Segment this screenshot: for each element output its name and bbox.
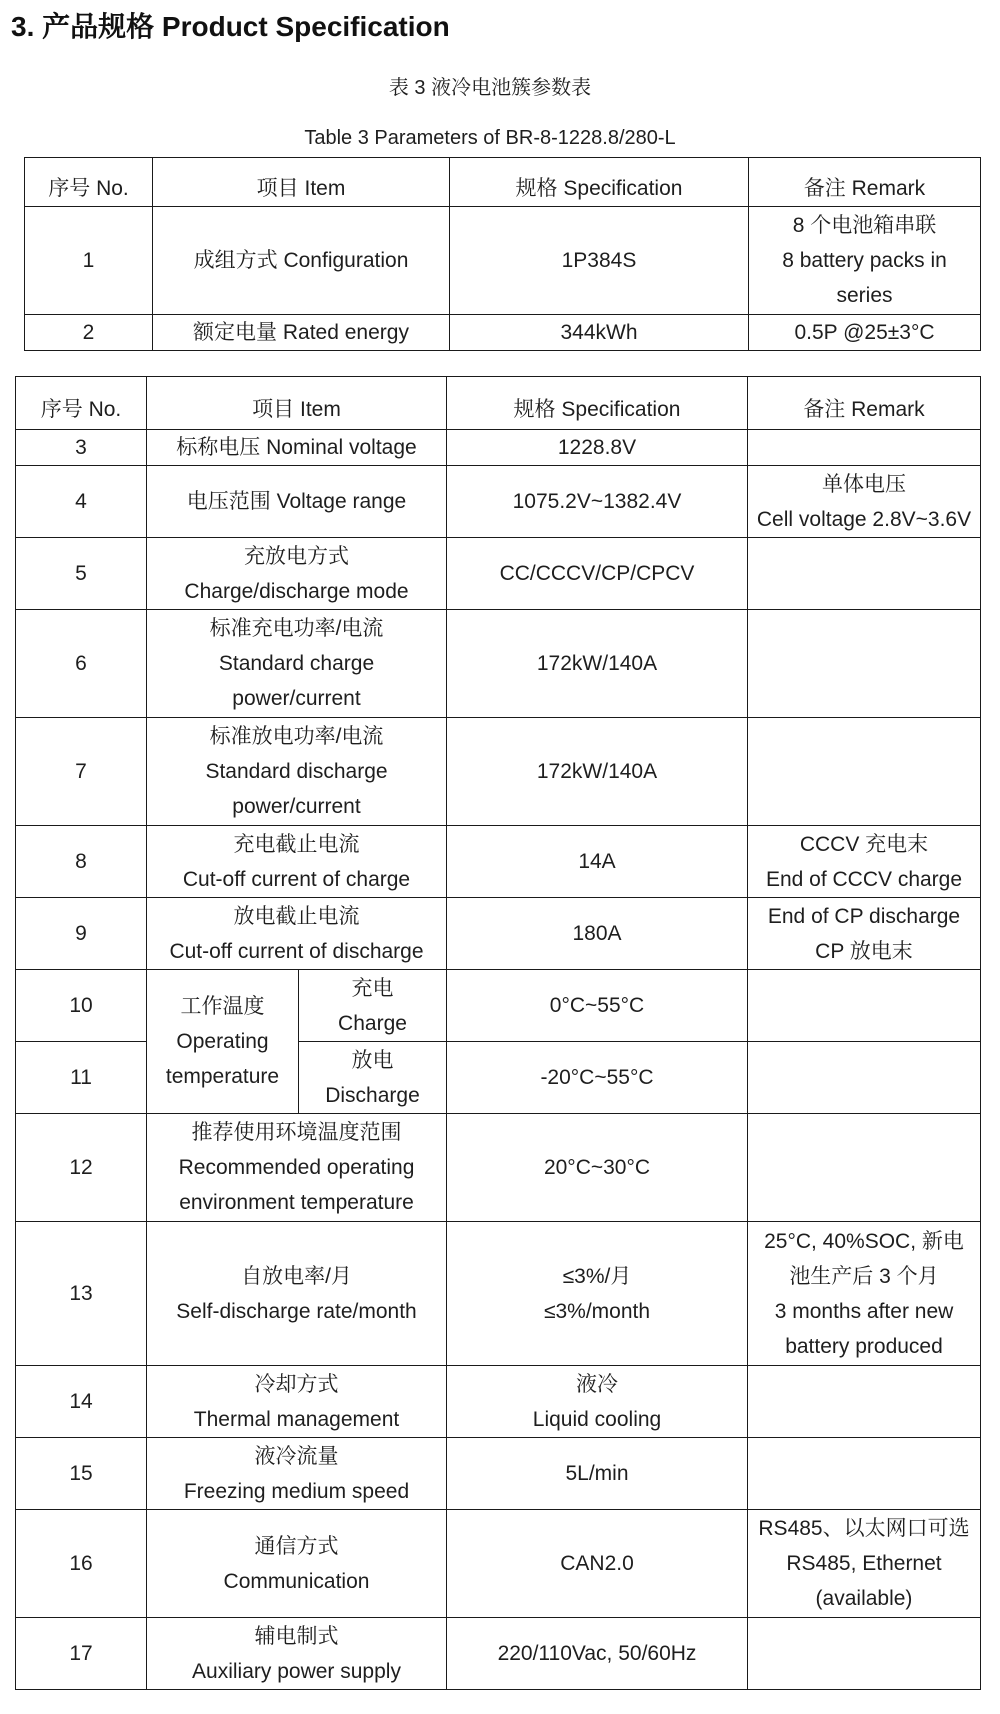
table-row <box>16 1618 981 1690</box>
table-row <box>16 1222 981 1366</box>
spec-cell: -20°C~55°C <box>447 1042 748 1114</box>
spec-cell: 220/110Vac, 50/60Hz <box>447 1618 748 1690</box>
row-number-cell: 17 <box>16 1618 147 1690</box>
header-spec: 规格 Specification <box>450 158 749 207</box>
row-number-cell: 3 <box>16 430 147 466</box>
remark-cell <box>748 718 981 826</box>
item-cell: 标准放电功率/电流 Standard discharge power/current <box>147 718 447 826</box>
remark-cell <box>748 1366 981 1438</box>
spec-cell: 344kWh <box>450 315 749 351</box>
remark-cell <box>748 1438 981 1510</box>
table-row <box>16 826 981 898</box>
row-number-cell: 8 <box>16 826 147 898</box>
row-number-cell: 2 <box>25 315 153 351</box>
header-remark: 备注 Remark <box>749 158 981 207</box>
spec-cell: 1228.8V <box>447 430 748 466</box>
spec-cell: ≤3%/月 ≤3%/month <box>447 1222 748 1366</box>
header-no: 序号 No. <box>25 158 153 207</box>
remark-cell <box>748 970 981 1042</box>
parameters-table-1 <box>24 157 981 351</box>
spec-cell: 20°C~30°C <box>447 1114 748 1222</box>
spec-cell: 172kW/140A <box>447 610 748 718</box>
item-cell: 液冷流量 Freezing medium speed <box>147 1438 447 1510</box>
table-row <box>16 1438 981 1510</box>
spec-cell: 液冷 Liquid cooling <box>447 1366 748 1438</box>
spec-cell: CAN2.0 <box>447 1510 748 1618</box>
spec-cell: CC/CCCV/CP/CPCV <box>447 538 748 610</box>
header-remark: 备注 Remark <box>748 377 981 430</box>
remark-cell <box>748 1618 981 1690</box>
remark-cell: End of CP discharge CP 放电末 <box>748 898 981 970</box>
spec-cell: 180A <box>447 898 748 970</box>
section-heading: 3. 产品规格 Product Specification <box>11 11 450 42</box>
row-number-cell: 11 <box>16 1042 147 1114</box>
row-number-cell: 9 <box>16 898 147 970</box>
spec-cell: 1P384S <box>450 207 749 315</box>
remark-cell: RS485、以太网口可选 RS485, Ethernet (available) <box>748 1510 981 1618</box>
table-row <box>16 1510 981 1618</box>
row-number-cell: 12 <box>16 1114 147 1222</box>
table-row <box>16 718 981 826</box>
item-cell: 充电截止电流 Cut-off current of charge <box>147 826 447 898</box>
table-caption-en: Table 3 Parameters of BR-8-1228.8/280-L <box>304 127 676 149</box>
header-item: 项目 Item <box>153 158 450 207</box>
row-number-cell: 15 <box>16 1438 147 1510</box>
row-number-cell: 14 <box>16 1366 147 1438</box>
item-cell: 放电截止电流 Cut-off current of discharge <box>147 898 447 970</box>
item-cell: 标称电压 Nominal voltage <box>147 430 447 466</box>
item-sub-cell: 充电 Charge <box>299 970 447 1042</box>
row-number-cell: 1 <box>25 207 153 315</box>
table-row <box>16 1366 981 1438</box>
item-group-cell: 工作温度 Operating temperature <box>147 970 299 1114</box>
table-caption-zh: 表 3 液冷电池簇参数表 <box>388 77 592 99</box>
remark-cell: 25°C, 40%SOC, 新电 池生产后 3 个月 3 months after new battery produced <box>748 1222 981 1366</box>
table-row <box>25 315 981 351</box>
item-cell: 充放电方式 Charge/discharge mode <box>147 538 447 610</box>
table-row <box>16 610 981 718</box>
row-number-cell: 4 <box>16 466 147 538</box>
spec-cell: 0°C~55°C <box>447 970 748 1042</box>
row-number-cell: 5 <box>16 538 147 610</box>
spec-cell: 14A <box>447 826 748 898</box>
table-row <box>16 970 981 1042</box>
table-row <box>25 207 981 315</box>
row-number-cell: 10 <box>16 970 147 1042</box>
spec-cell: 1075.2V~1382.4V <box>447 466 748 538</box>
item-cell: 辅电制式 Auxiliary power supply <box>147 1618 447 1690</box>
remark-cell <box>748 538 981 610</box>
row-number-cell: 7 <box>16 718 147 826</box>
header-spec: 规格 Specification <box>447 377 748 430</box>
row-number-cell: 16 <box>16 1510 147 1618</box>
table-row <box>16 430 981 466</box>
table-row <box>16 538 981 610</box>
remark-cell: 单体电压 Cell voltage 2.8V~3.6V <box>748 466 981 538</box>
item-cell: 自放电率/月 Self-discharge rate/month <box>147 1222 447 1366</box>
item-cell: 电压范围 Voltage range <box>147 466 447 538</box>
spec-cell: 172kW/140A <box>447 718 748 826</box>
parameters-table-2 <box>15 376 981 1690</box>
item-cell: 额定电量 Rated energy <box>153 315 450 351</box>
row-number-cell: 13 <box>16 1222 147 1366</box>
row-number-cell: 6 <box>16 610 147 718</box>
table-row <box>16 1114 981 1222</box>
remark-cell <box>748 610 981 718</box>
remark-cell <box>748 1042 981 1114</box>
item-cell: 通信方式 Communication <box>147 1510 447 1618</box>
header-no: 序号 No. <box>16 377 147 430</box>
remark-cell <box>748 430 981 466</box>
remark-cell: 0.5P @25±3°C <box>749 315 981 351</box>
remark-cell: CCCV 充电末 End of CCCV charge <box>748 826 981 898</box>
item-cell: 冷却方式 Thermal management <box>147 1366 447 1438</box>
item-cell: 标准充电功率/电流 Standard charge power/current <box>147 610 447 718</box>
remark-cell <box>748 1114 981 1222</box>
table-row <box>16 466 981 538</box>
table-header-row <box>25 158 981 207</box>
table-header-row <box>16 377 981 430</box>
item-cell: 成组方式 Configuration <box>153 207 450 315</box>
item-sub-cell: 放电 Discharge <box>299 1042 447 1114</box>
header-item: 项目 Item <box>147 377 447 430</box>
spec-cell: 5L/min <box>447 1438 748 1510</box>
table-row <box>16 898 981 970</box>
remark-cell: 8 个电池箱串联 8 battery packs in series <box>749 207 981 315</box>
item-cell: 推荐使用环境温度范围 Recommended operating environment temperature <box>147 1114 447 1222</box>
